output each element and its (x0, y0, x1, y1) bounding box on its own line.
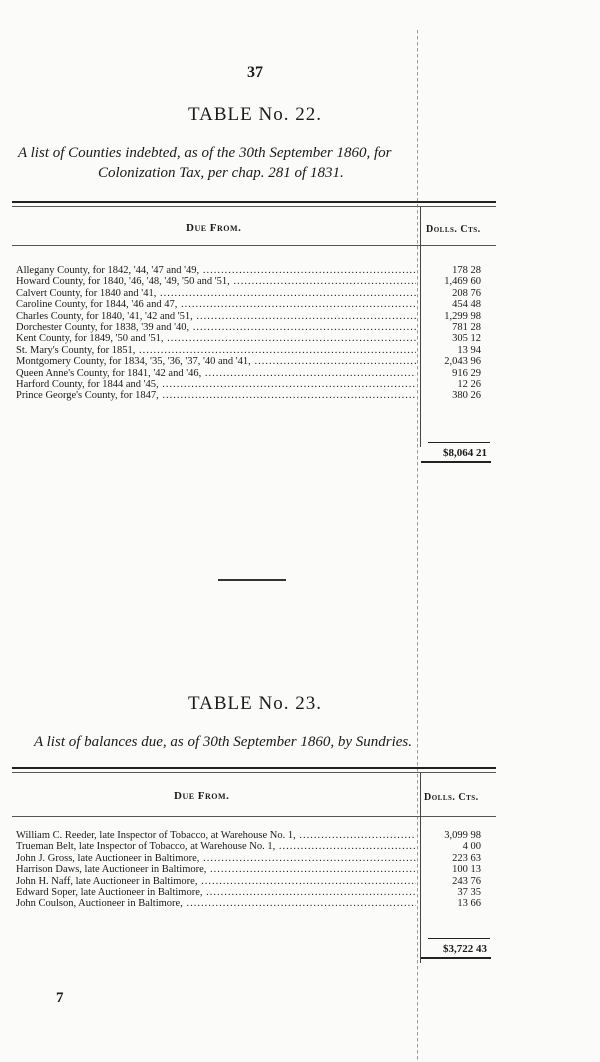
table-23-total: $3,722 43 (443, 943, 487, 955)
table-row (16, 379, 486, 390)
row-amount: 13 66 (457, 898, 481, 910)
table-23-column-due-from: Due From. (174, 790, 230, 802)
table-row (16, 322, 486, 333)
table-22-total: $8,064 21 (443, 447, 487, 459)
table-row (16, 898, 486, 909)
row-description: John H. Naff, late Auctioneer in Baltimore, ..... (16, 876, 416, 887)
row-amount: 243 76 (452, 875, 481, 887)
page-number: 37 (247, 64, 263, 81)
row-amount: 13 94 (457, 344, 481, 356)
row-amount: 178 28 (452, 265, 481, 276)
row-description: Charles County, for 1840, '41, '42 and '51, ..... (16, 311, 416, 322)
row-description: John J. Gross, late Auctioneer in Baltimore, ..... (16, 853, 416, 864)
row-amount: 208 76 (452, 287, 481, 299)
table-row (16, 299, 486, 310)
table-22-top-rule (12, 201, 496, 203)
section-divider (218, 579, 286, 581)
row-description: Harrison Daws, late Auctioneer in Baltimore, ..... (16, 864, 416, 875)
row-amount: 4 00 (462, 841, 481, 853)
row-description: St. Mary's County, for 1851, ..... (16, 345, 416, 356)
row-amount: 916 29 (452, 367, 481, 379)
footer-page-number: 7 (56, 990, 64, 1006)
table-row (16, 864, 486, 875)
table-23-title: TABLE No. 23. (188, 693, 322, 714)
table-22-total-underline (421, 461, 491, 463)
table-row (16, 390, 486, 401)
table-22-top-rule-thin (12, 206, 496, 207)
table-row (16, 853, 486, 864)
table-23-top-rule-thin (12, 772, 496, 773)
row-description: Prince George's County, for 1847, ..... (16, 390, 416, 401)
row-amount: 781 28 (452, 321, 481, 333)
table-23-total-underline (421, 957, 491, 959)
table-23-caption: A list of balances due, as of 30th September 1860, by Sundries. (34, 734, 413, 750)
row-description: Montgomery County, for 1834, '35, '36, '37, '40 and '41, ..... (16, 356, 416, 367)
table-23-header-rule (12, 816, 496, 817)
table-row (16, 311, 486, 322)
row-description: John Coulson, Auctioneer in Baltimore, ..... (16, 898, 416, 909)
row-amount: 1,299 98 (444, 310, 481, 322)
row-amount: 2,043 96 (444, 356, 481, 368)
row-description: William C. Reeder, late Inspector of Tobacco, at Warehouse No. 1, ..... (16, 830, 416, 841)
row-amount: 305 12 (452, 333, 481, 345)
table-22-column-due-from: Due From. (186, 222, 242, 234)
table-row (16, 887, 486, 898)
row-amount: 12 26 (457, 378, 481, 390)
row-description: Harford County, for 1844 and '45, ..... (16, 379, 416, 390)
row-description: Calvert County, for 1840 and '41, ..... (16, 288, 416, 299)
table-row (16, 333, 486, 344)
table-23-column-amount: Dolls. Cts. (424, 792, 479, 803)
table-row (16, 841, 486, 852)
table-row (16, 288, 486, 299)
row-amount: 100 13 (452, 864, 481, 876)
row-amount: 1,469 60 (444, 276, 481, 288)
table-22-column-amount: Dolls. Cts. (426, 224, 481, 235)
table-23-sum-line (428, 938, 490, 939)
row-description: Caroline County, for 1844, '46 and 47, ..... (16, 299, 416, 310)
row-amount: 454 48 (452, 299, 481, 311)
row-description: Trueman Belt, late Inspector of Tobacco, at Warehouse No. 1, ..... (16, 841, 416, 852)
table-22-caption-line2: Colonization Tax, per chap. 281 of 1831. (98, 165, 344, 181)
table-22-rows (16, 265, 486, 402)
row-amount: 223 63 (452, 852, 481, 864)
row-description: Allegany County, for 1842, '44, '47 and '49, ..... (16, 265, 416, 276)
row-description: Edward Soper, late Auctioneer in Baltimore, ..... (16, 887, 416, 898)
table-22-caption-line1: A list of Counties indebted, as of the 30th September 1860, for (18, 145, 392, 161)
table-row (16, 356, 486, 367)
row-description: Dorchester County, for 1838, '39 and '40, ..... (16, 322, 416, 333)
row-amount: 380 26 (452, 390, 481, 402)
row-description: Kent County, for 1849, '50 and '51, ..... (16, 333, 416, 344)
table-row (16, 345, 486, 356)
table-22-sum-line (428, 442, 490, 443)
row-description: Queen Anne's County, for 1841, '42 and '46, ..... (16, 368, 416, 379)
table-row (16, 276, 486, 287)
table-row (16, 830, 486, 841)
row-description: Howard County, for 1840, '46, '48, '49, '50 and '51, ..... (16, 276, 416, 287)
table-23-rows (16, 830, 486, 910)
table-row (16, 265, 486, 276)
table-row (16, 876, 486, 887)
table-row (16, 368, 486, 379)
table-22-title: TABLE No. 22. (188, 104, 322, 125)
row-amount: 3,099 98 (444, 830, 481, 841)
table-22-header-rule (12, 245, 496, 246)
row-amount: 37 35 (457, 886, 481, 898)
table-23-top-rule (12, 767, 496, 769)
